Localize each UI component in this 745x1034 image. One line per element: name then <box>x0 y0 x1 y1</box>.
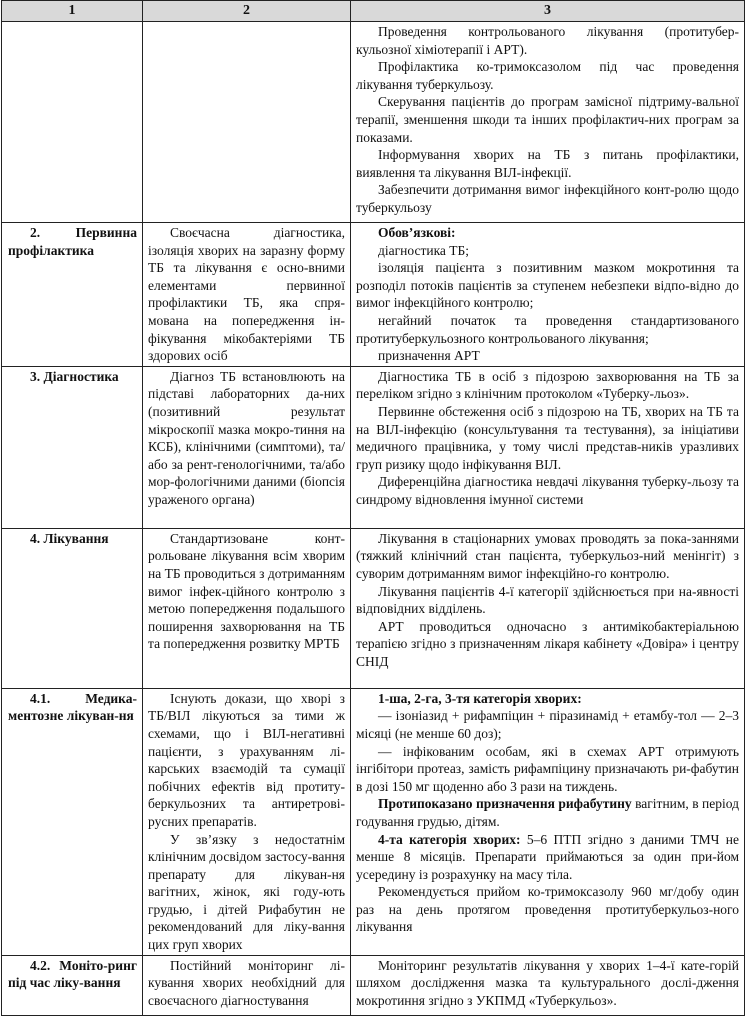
header-col-3: 3 <box>351 1 745 22</box>
measure-text: ізоляція пацієнта з позитивним мазком мокротиння та розподіл потоків пацієнтів за ступенем небезпеки відпо-відно до вимог інфекційного контролю; <box>356 260 739 311</box>
measure-text <box>356 795 739 830</box>
row-stage-cell <box>2 528 143 688</box>
table-row <box>2 22 745 223</box>
protocol-table <box>1 0 745 1016</box>
measure-text: Лікування пацієнтів 4-ї категорії здійснюється при на-явності відповідних відділень. <box>356 583 739 617</box>
measure-text: — ізоніазид + рифампіцин + піразинамід + етамбу-тол — 2–3 місяці (не менше 60 доз); <box>356 708 739 741</box>
table-row <box>2 366 745 528</box>
row-description-cell <box>143 22 351 223</box>
description-text: Існують докази, що хворі з ТБ/ВІЛ лікуються за тими ж схемами, що і ВІЛ-негативні пацієнти, з урахуванням лі-карських взаємодій та сумації побічних ефектів від протиту-беркульозних та антиретрові-русних препаратів. <box>148 690 345 829</box>
measures-heading: Обов’язкові: <box>378 225 456 240</box>
stage-label: 4.2. Моніто-ринг під час ліку-вання <box>8 957 137 991</box>
measures-heading: 1-ша, 2-га, 3-тя категорія хворих: <box>378 690 582 706</box>
row-stage-cell <box>2 223 143 367</box>
header-col-2: 2 <box>143 1 351 22</box>
measure-text-tail: 5–6 ПТП згідно з даними ТМЧ не менше 8 місяців. Препарати приймаються за один при-йом усередину із розрахунку на масу тіла. <box>356 831 739 882</box>
row-stage-cell <box>2 22 143 223</box>
row-description-cell <box>143 528 351 688</box>
description-text: У зв’язку з недостатнім клінічним досвідом застосу-вання препарату для лікуван-ня вагітних, жінок, які году-ють грудью, і дітей Рифабутин не рекомендований для ліку-вання цих груп хворих <box>148 831 345 953</box>
row-measures-cell <box>351 366 745 528</box>
table-row <box>2 223 745 367</box>
measure-text: Проведення контрольованого лікування (протитубер-кульозної хіміотерапії і АРТ). <box>356 24 739 57</box>
measure-text: Лікування в стаціонарних умовах проводять за пока-заннями (тяжкий клінічний стан пацієнта, туберкульоз-ний менінгіт) з суворим дотриманням вимог інфекційно-го контролю. <box>356 530 739 581</box>
table-row <box>2 955 745 1015</box>
measure-text: діагностика ТБ; <box>378 242 470 258</box>
measure-text: негайний початок та проведення стандартизованого протитуберкульозного контрольованого лікування; <box>356 312 739 346</box>
measure-text: Профілактика ко-тримоксазолом під час проведення лікування туберкульозу. <box>356 59 739 92</box>
measure-text: — інфікованим особам, які в схемах АРТ отримують інгібітори протеаз, замість рифампіцину призначають ри-фабутин в дозі 150 мг щоденно або 3 рази на тиждень. <box>356 743 739 794</box>
stage-label: 3. Діагностика <box>30 368 119 384</box>
table-row <box>2 688 745 955</box>
header-row <box>2 1 745 22</box>
row-stage-cell <box>2 955 143 1015</box>
row-measures-cell <box>351 955 745 1015</box>
row-description-cell <box>143 223 351 367</box>
header-col-1: 1 <box>2 1 143 22</box>
measure-text: Моніторинг результатів лікування у хворих 1–4-ї кате-горій шляхом дослідження мазка та культурального дослі-дження мокротиння згідно з УКПМД «Туберкульоз». <box>356 957 739 1008</box>
table-row <box>2 528 745 688</box>
measure-text: Диференційна діагностика невдачі лікування туберку-льозу та синдрому відновлення імунної системи <box>356 474 739 507</box>
stage-label: 4. Лікування <box>30 530 109 546</box>
row-stage-cell <box>2 688 143 955</box>
description-text: Стандартизоване конт-рольоване лікування всім хворим на ТБ проводиться з дотриманням вимог інфек-ційного контролю з метою попередження подальшого поширення захворювання на ТБ та попередження розвитку МРТБ <box>148 530 345 652</box>
measure-text: Діагностика ТБ в осіб з підозрою захворювання на ТБ за переліком згідно з клінічним протоколом «Туберку-льоз». <box>356 368 739 402</box>
row-description-cell <box>143 955 351 1015</box>
row-measures-cell <box>351 528 745 688</box>
description-text: Постійний моніторинг лі-кування хворих необхідний для своєчасного діагностування <box>148 957 345 1008</box>
row-description-cell <box>143 688 351 955</box>
measure-text: Рекомендується прийом ко-тримоксазолу 960 мг/добу один раз на день протягом проведення протитуберкульоз-ного лікування <box>356 884 739 935</box>
measure-text: Скерування пацієнтів до програм замісної підтриму-вальної терапії, зменшення шкоди та інших профілактич-них програм за показами. <box>356 94 739 145</box>
row-description-cell <box>143 366 351 528</box>
measure-text: АРТ проводиться одночасно з антимікобактеріальною терапією згідно з призначенням лікаря кабінету «Довіра» і центру СНІД <box>356 618 739 669</box>
row-measures-cell <box>351 688 745 955</box>
bold-phrase: Протипоказано призначення рифабутину <box>378 796 632 812</box>
measure-text <box>356 831 739 884</box>
row-measures-cell <box>351 22 745 223</box>
measure-text-tail: вагітним, в період годування грудью, дітям. <box>356 796 739 829</box>
bold-phrase: 4-та категорія хворих: <box>378 831 521 847</box>
description-text: Діагноз ТБ встановлюють на підставі лабораторних да-них (позитивний результат мікроскопії мазка мокро-тиння на КСБ), клінічними (симптоми), та/або за рент-генологічними, та/або мор-фологічними даними (біопсія ураженого органа) <box>148 368 345 507</box>
stage-label: 4.1. Медика-ментозне лікуван-ня <box>8 690 137 724</box>
measure-text: Первинне обстеження осіб з підозрою на ТБ, хворих на ТБ та на ВІЛ-інфекцію (консультування та тестування), за ініціативи медичного працівника, у тому числі представ-ників уразливих груп ризику щодо інфікування ВІЛ. <box>356 403 739 472</box>
measure-text: Інформування хворих на ТБ з питань профілактики, виявлення та лікування ВІЛ-інфекції. <box>356 147 739 180</box>
measure-text: Забезпечити дотримання вимог інфекційного конт-ролю щодо туберкульозу <box>356 182 739 215</box>
row-measures-cell <box>351 223 745 367</box>
stage-label: 2. Первинна профілактика <box>8 225 137 258</box>
measure-text: призначення АРТ <box>378 348 480 364</box>
description-text: Своєчасна діагностика, ізоляція хворих на заразну форму ТБ та лікування є осно-вними елементами первинної профілактики ТБ, яка спря-мована на попередження ін-фікування мікобактеріями ТБ здорових осіб <box>148 225 345 364</box>
row-stage-cell <box>2 366 143 528</box>
